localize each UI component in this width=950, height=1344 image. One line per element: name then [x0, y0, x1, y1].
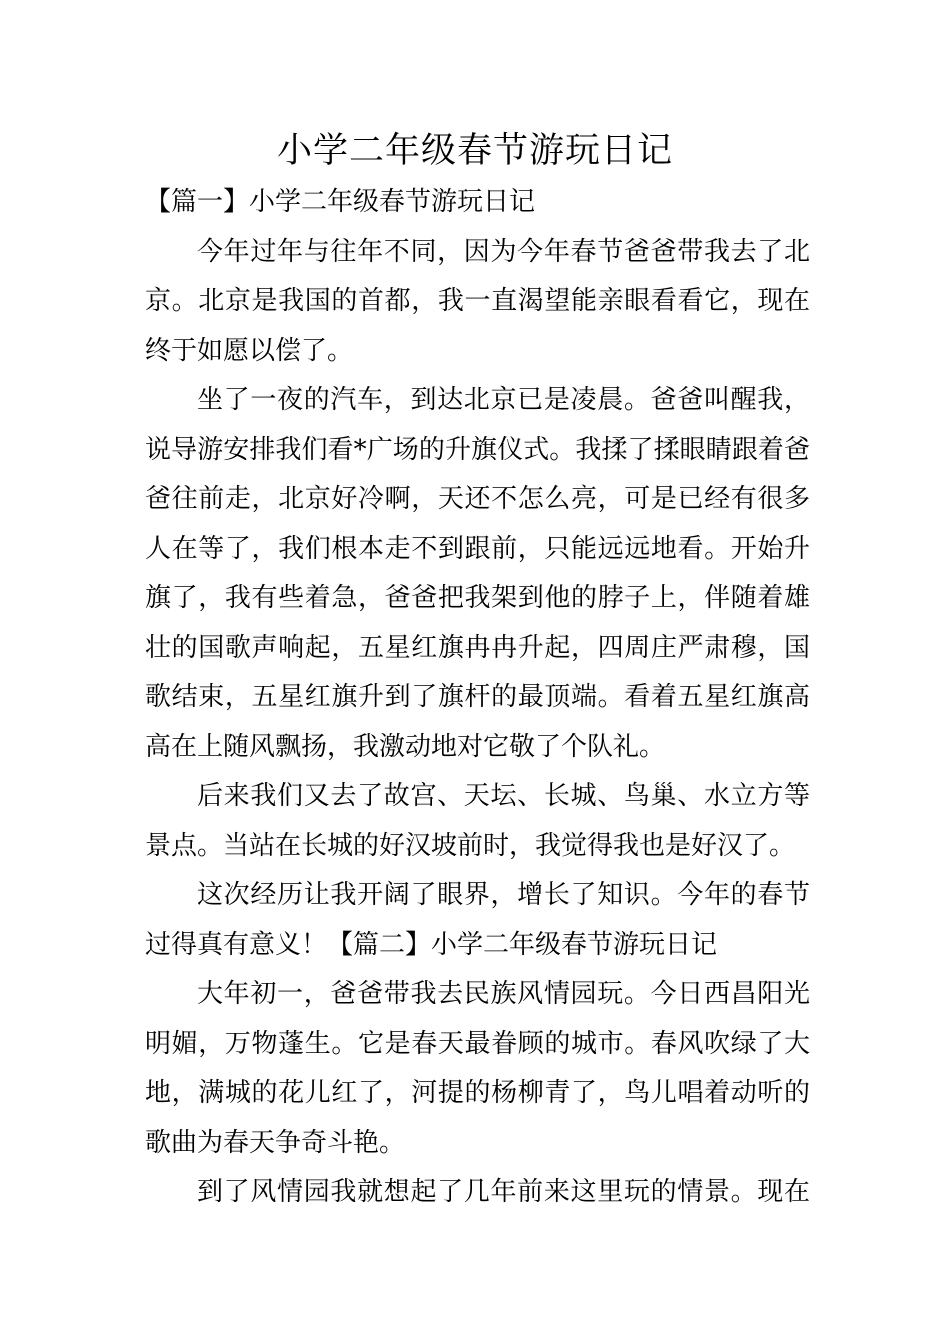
text-line: 人在等了，我们根本走不到跟前，只能远远地看。开始升 [145, 533, 810, 564]
text-line: 壮的国歌声响起，五星红旗冉冉升起，四周庄严肃穆，国 [145, 632, 810, 663]
section-heading: 【篇一】小学二年级春节游玩日记 [145, 187, 536, 217]
text-line: 歌结束，五星红旗升到了旗杆的最顶端。看着五星红旗高 [145, 682, 810, 712]
text-line: 说导游安排我们看*广场的升旗仪式。我揉了揉眼睛跟着爸 [145, 434, 810, 465]
text-line: 爸往前走，北京好冷啊，天还不怎么亮，可是已经有很多 [145, 484, 810, 514]
text-line: 后来我们又去了故宫、天坛、长城、鸟巢、水立方等 [197, 781, 810, 811]
text-line: 过得真有意义！【篇二】小学二年级春节游玩日记 [145, 929, 718, 960]
text-line: 坐了一夜的汽车，到达北京已是凌晨。爸爸叫醒我， [197, 385, 810, 415]
document-title: 小学二年级春节游玩日记 [276, 131, 673, 171]
text-line: 今年过年与往年不同，因为今年春节爸爸带我去了北 [197, 236, 810, 267]
text-line: 这次经历让我开阔了眼界，增长了知识。今年的春节 [197, 880, 810, 910]
text-line: 旗了，我有些着急，爸爸把我架到他的脖子上，伴随着雄 [145, 583, 810, 613]
text-line: 歌曲为春天争奇斗艳。 [145, 1127, 406, 1158]
text-line: 景点。当站在长城的好汉坡前时，我觉得我也是好汉了。 [145, 830, 796, 861]
document-body [145, 178, 810, 1218]
text-line: 明媚，万物蓬生。它是春天最眷顾的城市。春风吹绿了大 [145, 1028, 810, 1059]
text-line: 到了风情园我就想起了几年前来这里玩的情景。现在 [197, 1177, 810, 1207]
text-line: 地，满城的花儿红了，河提的杨柳青了，鸟儿唱着动听的 [145, 1078, 810, 1108]
text-line: 大年初一，爸爸带我去民族风情园玩。今日西昌阳光 [197, 979, 810, 1009]
text-line: 京。北京是我国的首都，我一直渴望能亲眼看看它，现在 [145, 286, 810, 316]
text-line: 高在上随风飘扬，我激动地对它敬了个队礼。 [145, 731, 666, 762]
text-line: 终于如愿以偿了。 [145, 335, 354, 366]
